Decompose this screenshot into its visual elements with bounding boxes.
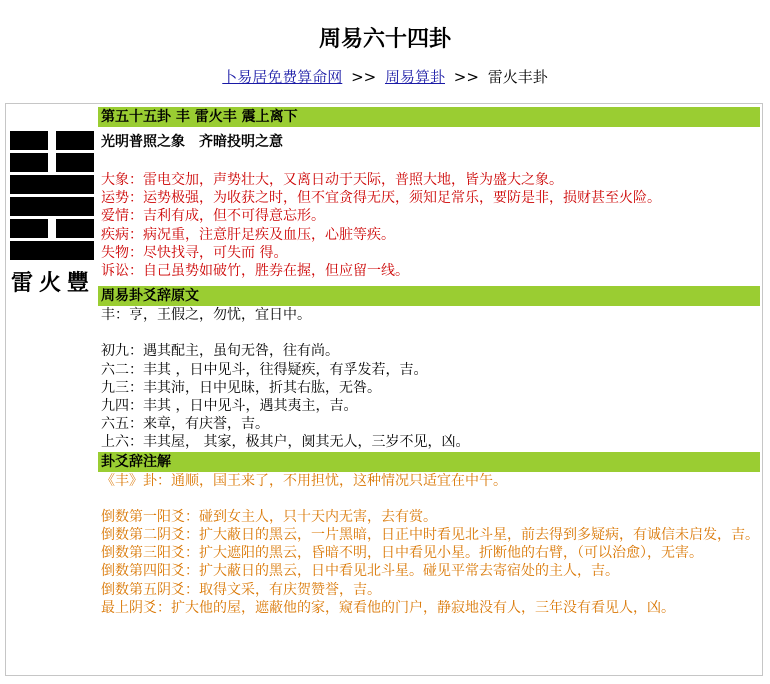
original-text-header: 周易卦爻辞原文 — [98, 286, 760, 306]
commentary-line: 倒数第五阴爻：取得文采，有庆贺赞誉，吉。 — [101, 581, 381, 598]
spacer — [98, 490, 760, 508]
gua-reading-line: 爱情：吉利有成，但不可得意忘形。 — [101, 208, 325, 225]
original-line: 六五：来章，有庆誉，吉。 — [101, 416, 269, 433]
original-lines — [98, 342, 760, 451]
yang-line — [10, 197, 96, 216]
gua-readings — [98, 171, 760, 280]
hexagram-column — [6, 104, 98, 675]
breadcrumb-home-link[interactable]: 卜易居免费算命网 — [222, 68, 343, 86]
original-line: 上六：丰其屋， 其家，极其户，阒其无人，三岁不见，凶。 — [101, 434, 470, 451]
commentary-header: 卦爻辞注解 — [98, 452, 760, 472]
gua-reading-line: 运势：运势极强，为收获之时，但不宜贪得无厌，须知足常乐，要防是非，损财甚至火险。 — [101, 190, 661, 207]
breadcrumb-section-link[interactable]: 周易算卦 — [384, 68, 445, 86]
yin-line — [10, 131, 96, 150]
commentary-line: 倒数第二阴爻：扩大蔽日的黑云，一片黑暗，日正中时看见北斗星，前去得到多疑病，有诚信未启发，吉。 — [101, 527, 759, 544]
hexagram-name: 雷火豐 — [10, 271, 95, 296]
yin-line — [10, 153, 96, 172]
commentary-line: 倒数第四阳爻：扩大蔽日的黑云，日中看见北斗星。碰见平常去寄宿处的主人，吉。 — [101, 563, 619, 580]
commentary-line: 最上阴爻：扩大他的屋，遮蔽他的家，窥看他的门户，静寂地没有人，三年没有看见人，凶。 — [101, 599, 675, 616]
gua-reading-line: 失物：尽快找寻，可失而 得。 — [101, 244, 288, 261]
gua-subtitle: 光明普照之象 齐暗投明之意 — [101, 134, 283, 150]
commentary-intro: 《丰》卦：通顺，国王来了，不用担忧，这种情况只适宜在中午。 — [101, 472, 507, 489]
commentary-line: 倒数第一阳爻：碰到女主人，只十天内无害，去有赏。 — [101, 508, 437, 525]
gua-header-bar: 第五十五卦 丰 雷火丰 震上离下 — [98, 107, 760, 127]
gua-content — [98, 107, 760, 617]
breadcrumb — [0, 66, 770, 87]
original-line: 六二：丰其 ，日中见斗，往得疑疾，有孚发若，吉。 — [101, 361, 428, 378]
yang-line — [10, 241, 96, 260]
yin-line — [10, 219, 96, 238]
page-title: 周易六十四卦 — [318, 27, 451, 52]
yang-line — [10, 175, 96, 194]
original-line: 九四：丰其 ，日中见斗，遇其夷主，吉。 — [101, 398, 358, 415]
gua-reading-line: 疾病：病况重，注意肝足疾及血压，心脏等疾。 — [101, 226, 395, 243]
original-judgment: 丰：亨，王假之，勿忧，宜日中。 — [101, 307, 311, 324]
original-line: 九三：丰其沛，日中见昧，折其右肱，无咎。 — [101, 379, 381, 396]
breadcrumb-current: 雷火丰卦 — [487, 68, 548, 86]
breadcrumb-separator: >> — [351, 68, 377, 86]
hexagram-symbol — [10, 131, 96, 263]
gua-reading-line: 大象：雷电交加，声势壮大，又离日动于天际，普照大地，皆为盛大之象。 — [101, 172, 563, 188]
spacer — [98, 324, 760, 342]
commentary-lines — [98, 508, 760, 617]
gua-content-frame — [5, 103, 763, 676]
original-line: 初九：遇其配主，虽旬无咎，往有尚。 — [101, 343, 339, 360]
gua-reading-line: 诉讼：自己虽势如破竹，胜券在握，但应留一线。 — [101, 263, 409, 280]
commentary-line: 倒数第三阳爻：扩大遮阳的黑云，昏暗不明，日中看见小星。折断他的右臂，（可以治愈），无害。 — [101, 545, 703, 562]
breadcrumb-separator: >> — [453, 68, 479, 86]
